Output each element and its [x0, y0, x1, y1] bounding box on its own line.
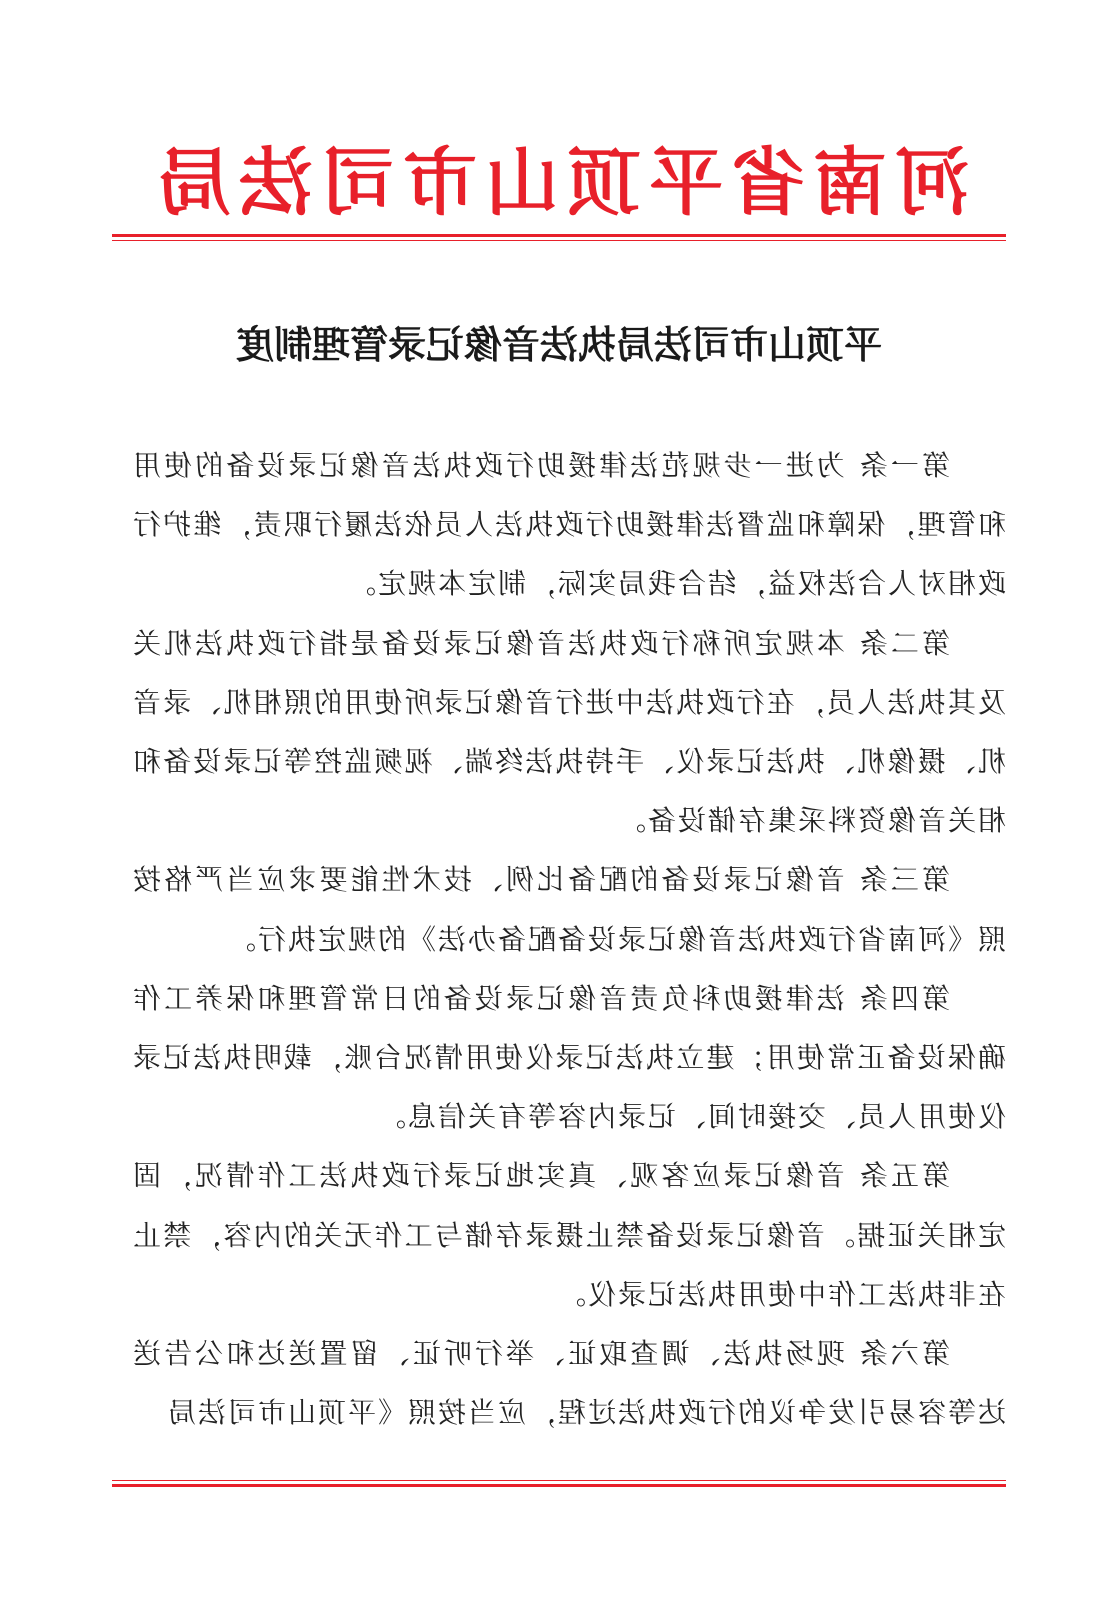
article-1: 第一条 为进一步规范法律援助行政执法音像记录设备的使用和管理，保障和监督法律援助行政执法人员依法履行职责，维护行政相对人合法权益，结合我局实际，制定本规定。: [131, 449, 1006, 601]
red-rule-thin-line: [112, 240, 1006, 241]
article-2: 第二条 本规定所称行政执法音像记录设备是指行政执法机关及其执法人员，在行政执法中进行音像记录所使用的照相机、录音机、摄像机、执法记录仪、手持执法终端、视频监控等记录设备和相关音像资料采集存储设备。: [131, 626, 1006, 838]
article-4: 第四条 法律援助科负责音像记录设备的日常管理和保养工作确保设备正常使用；建立执法记录仪使用情况台账，载明执法记录仪使用人员、交接时间、记录内容等有关信息。: [131, 981, 1006, 1134]
article-6: 第六条 现场执法、调查取证、举行听证、留置送达和公告送达等容易引发争议的行政执法过程，应当按照《平顶山市司法局: [131, 1337, 1006, 1430]
red-rule-thick-line: [112, 234, 1006, 237]
article-5: 第五条 音像记录应客观、真实地记录行政执法工作情况，固定相关证据。音像记录设备禁止摄录存储与工作无关的内容，禁止在非执法工作中使用执法记录仪。: [131, 1159, 1006, 1311]
letterhead-title: 河南省平顶山市司法局: [149, 140, 969, 226]
document-body: [131, 436, 1006, 1442]
red-rule-thick-line: [112, 1484, 1006, 1487]
red-rule-thin-line: [112, 1480, 1006, 1481]
document-title: 平顶山市司法局执法音像记录管理制度: [236, 323, 883, 367]
article-3: 第三条 音像记录设备的配备比例、技术性能要求应当严格按照《河南省行政执法音像记录设备配备办法》的规定执行。: [131, 863, 1006, 956]
